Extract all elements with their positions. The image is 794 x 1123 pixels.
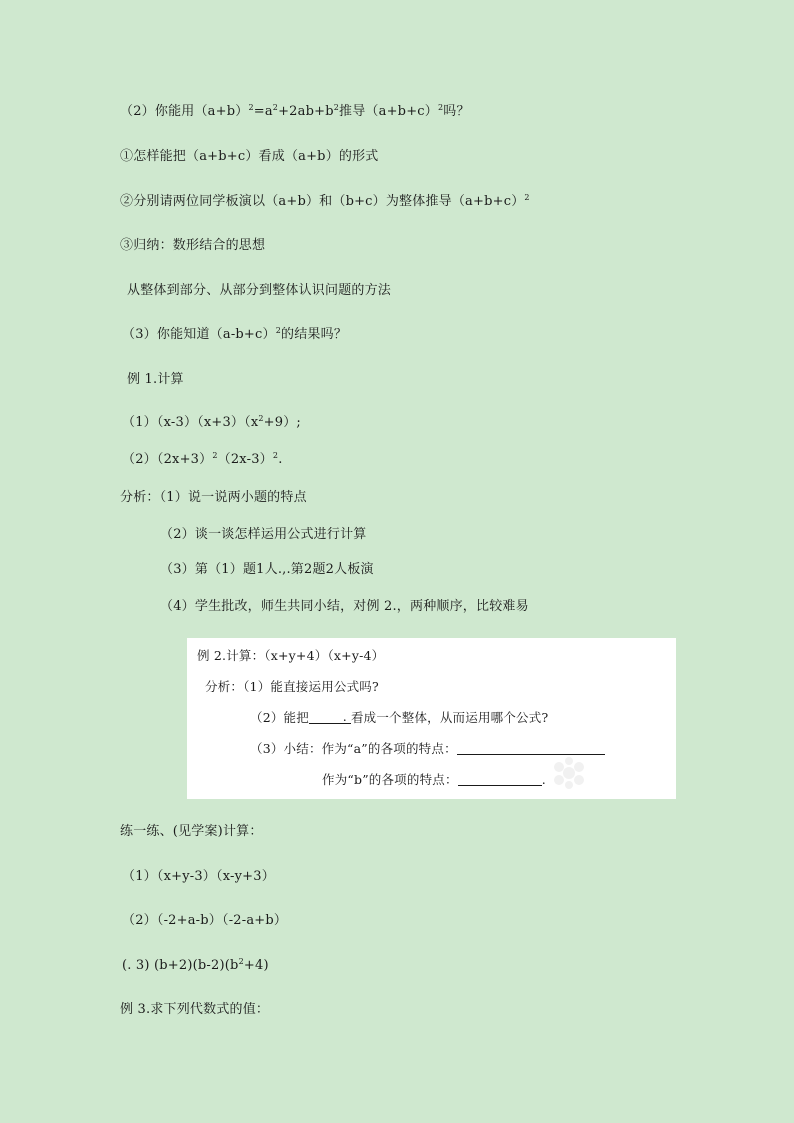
step-2 xyxy=(120,193,530,211)
exponent: 2 xyxy=(248,103,254,112)
question-2-text: 吗？ xyxy=(443,104,470,119)
example-2-box xyxy=(187,638,676,799)
exponent: 2 xyxy=(272,103,279,112)
item-text: . xyxy=(278,452,283,467)
question-2-text: 推导（a+b+c） xyxy=(339,104,438,119)
exponent: 2 xyxy=(437,103,444,112)
analysis-line-4: （4）学生批改，师生共同小结，对例 2.，两种顺序，比较难易 xyxy=(160,599,529,614)
practice-item-1: （1）（x+y-3）（x-y+3） xyxy=(122,869,275,884)
example-2-title: 例 2.计算：（x+y+4）（x+y-4） xyxy=(197,648,385,663)
example-1-item-1 xyxy=(122,414,301,432)
item-text: （2）（2x+3） xyxy=(122,452,213,467)
analysis-line-3: （3）第（1）题1人.,.第2题2人板演 xyxy=(160,562,374,577)
step-2-text: ②分别请两位同学板演以（a+b）和（b+c）为整体推导（a+b+c） xyxy=(120,194,525,209)
watermark-flower-icon xyxy=(545,753,593,793)
analysis-line-1: 分析：（1）说一说两小题的特点 xyxy=(120,490,307,505)
practice-item-3 xyxy=(122,957,269,975)
summary-a-text: （3）小结：作为“a”的各项的特点： xyxy=(250,741,457,756)
exponent: 2 xyxy=(333,103,340,112)
summary-b-text: . xyxy=(541,772,546,787)
question-3-text: 的结果吗？ xyxy=(281,327,348,342)
question-2-text: +2ab+b xyxy=(278,104,334,119)
practice-title: 练一练、(见学案)计算： xyxy=(120,824,263,839)
item-text: （1）（x-3）（x+3）（x xyxy=(122,415,259,430)
method-note: 从整体到部分、从部分到整体认识问题的方法 xyxy=(127,283,392,298)
analysis-2-text: （2）能把 xyxy=(250,710,309,725)
practice-3-text: (. 3) (b+2)(b-2)(b xyxy=(122,958,239,973)
example-2-analysis-1: 分析：（1）能直接运用公式吗? xyxy=(205,679,379,694)
exponent: 2 xyxy=(238,957,244,966)
exponent: 2 xyxy=(275,326,282,335)
question-2 xyxy=(120,103,470,121)
summary-b-text: 作为“b”的各项的特点： xyxy=(322,772,458,787)
practice-3-text: +4) xyxy=(243,958,269,973)
example-2-analysis-2 xyxy=(250,709,548,727)
question-3-text: （3）你能知道（a-b+c） xyxy=(122,327,276,342)
example-1-item-2 xyxy=(122,451,283,469)
practice-item-2: （2）（-2+a-b）（-2-a+b） xyxy=(122,913,288,928)
item-text: +9）; xyxy=(263,415,302,430)
fill-blank xyxy=(458,772,542,786)
blank-dot: . xyxy=(342,709,347,724)
item-text: （2x-3） xyxy=(217,452,273,467)
fill-blank xyxy=(309,710,351,724)
exponent: 2 xyxy=(524,193,530,202)
question-2-text: =a xyxy=(253,104,273,119)
question-2-text: （2）你能用（a+b） xyxy=(120,104,249,119)
analysis-2-text: 看成一个整体，从而运用哪个公式? xyxy=(350,710,549,725)
step-1: ①怎样能把（a+b+c）看成（a+b）的形式 xyxy=(120,149,379,164)
exponent: 2 xyxy=(258,414,264,423)
analysis-line-2: （2）谈一谈怎样运用公式进行计算 xyxy=(160,527,367,542)
step-3: ③归纳：数形结合的思想 xyxy=(120,238,266,253)
exponent: 2 xyxy=(212,451,218,460)
example-2-summary-b xyxy=(322,771,546,789)
question-3 xyxy=(122,326,347,344)
example-1-title: 例 1.计算 xyxy=(127,372,184,387)
example-3-title: 例 3.求下列代数式的值： xyxy=(120,1002,270,1017)
exponent: 2 xyxy=(272,451,279,460)
